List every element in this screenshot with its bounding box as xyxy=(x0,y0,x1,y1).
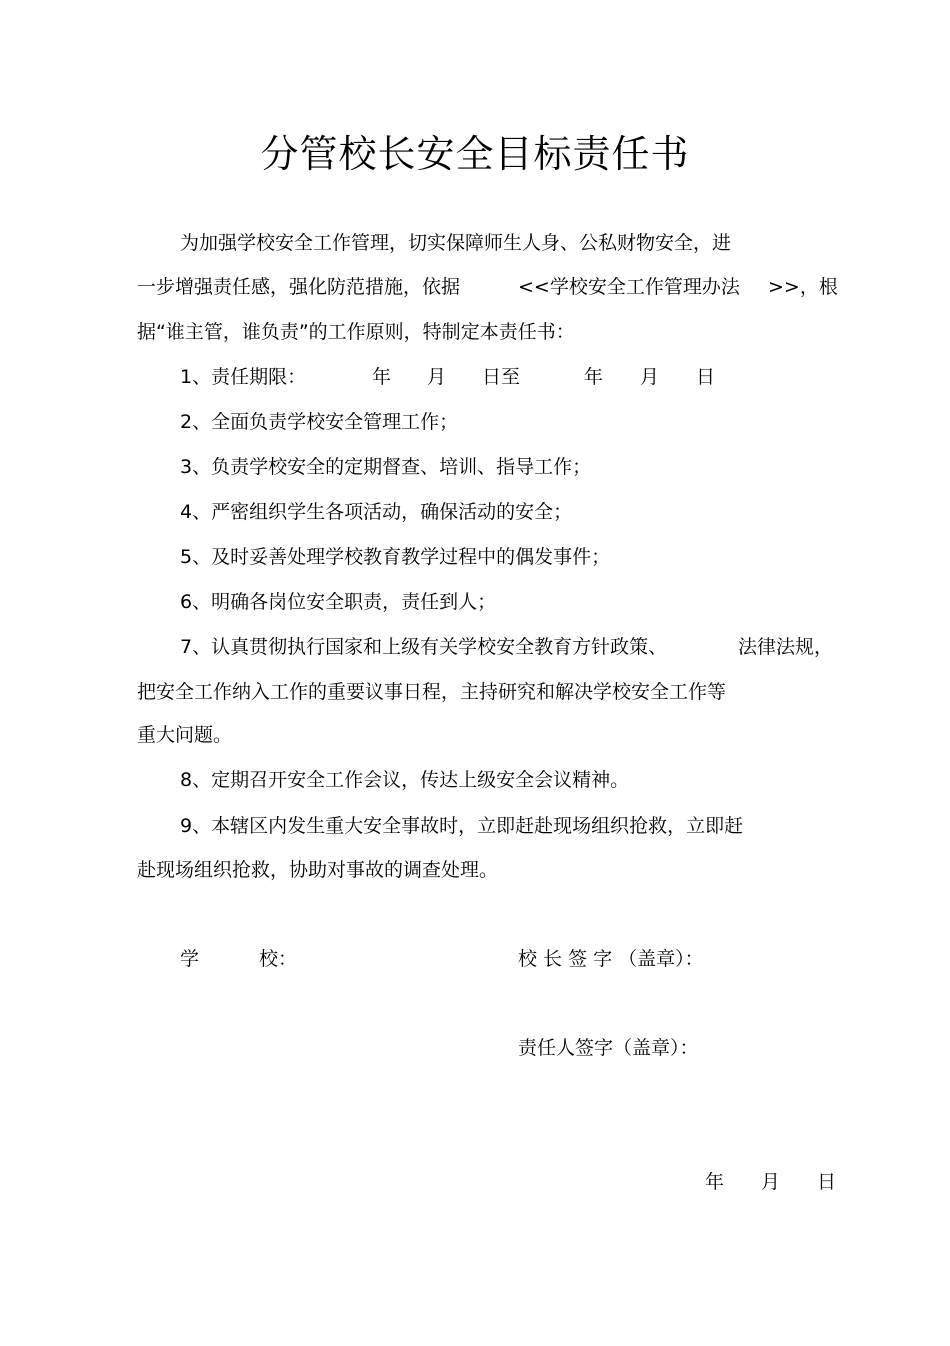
date-month: 月 xyxy=(761,1171,781,1193)
item-1-year-start: 年 xyxy=(372,366,392,388)
item-9-line-1: 9、本辖区内发生重大安全事故时，立即赶赴现场组织抢救，立即赶 xyxy=(180,815,744,837)
intro-line-2b: <<学校安全工作管理办法 xyxy=(518,276,740,298)
item-1-year-end: 年 xyxy=(584,366,604,388)
item-1-month-start: 月 xyxy=(427,366,447,388)
intro-line-3: 据“谁主管，谁负责”的工作原则，特制定本责任书： xyxy=(137,321,575,343)
item-7-part-b: 法律法规， xyxy=(738,636,834,658)
document-title: 分管校长安全目标责任书 xyxy=(260,132,690,176)
intro-line-2c: >>，根 xyxy=(768,276,838,298)
responsible-signature-label: 责任人签字（盖章）： xyxy=(518,1037,699,1059)
item-1-month-end: 月 xyxy=(640,366,660,388)
item-2: 2、全面负责学校安全管理工作； xyxy=(180,411,459,433)
item-7-line-2: 把安全工作纳入工作的重要议事日程，主持研究和解决学校安全工作等 xyxy=(137,681,727,703)
item-7-line-3: 重大问题。 xyxy=(137,724,233,746)
school-label-a: 学 xyxy=(180,948,200,970)
item-5: 5、及时妥善处理学校教育教学过程中的偶发事件； xyxy=(180,546,611,568)
principal-signature-label: 校 长 签 字 （盖章）： xyxy=(518,948,704,970)
item-1-label: 1、责任期限： xyxy=(180,366,307,388)
item-3: 3、负责学校安全的定期督查、培训、指导工作； xyxy=(180,456,592,478)
item-4: 4、严密组织学生各项活动，确保活动的安全； xyxy=(180,501,573,523)
item-8: 8、定期召开安全工作会议，传达上级安全会议精神。 xyxy=(180,769,630,791)
item-6: 6、明确各岗位安全职责，责任到人； xyxy=(180,591,497,613)
date-year: 年 xyxy=(705,1171,725,1193)
item-1-day-start: 日至 xyxy=(482,366,521,388)
item-1-day-end: 日 xyxy=(696,366,716,388)
school-label-b: 校： xyxy=(259,948,298,970)
intro-line-1: 为加强学校安全工作管理，切实保障师生人身、公私财物安全，进 xyxy=(180,232,732,254)
item-7-part-a: 7、认真贯彻执行国家和上级有关学校安全教育方针政策、 xyxy=(180,636,668,658)
item-9-line-2: 赴现场组织抢救，协助对事故的调查处理。 xyxy=(137,859,499,881)
intro-line-2a: 一步增强责任感，强化防范措施，依据 xyxy=(137,276,461,298)
date-day: 日 xyxy=(817,1171,837,1193)
